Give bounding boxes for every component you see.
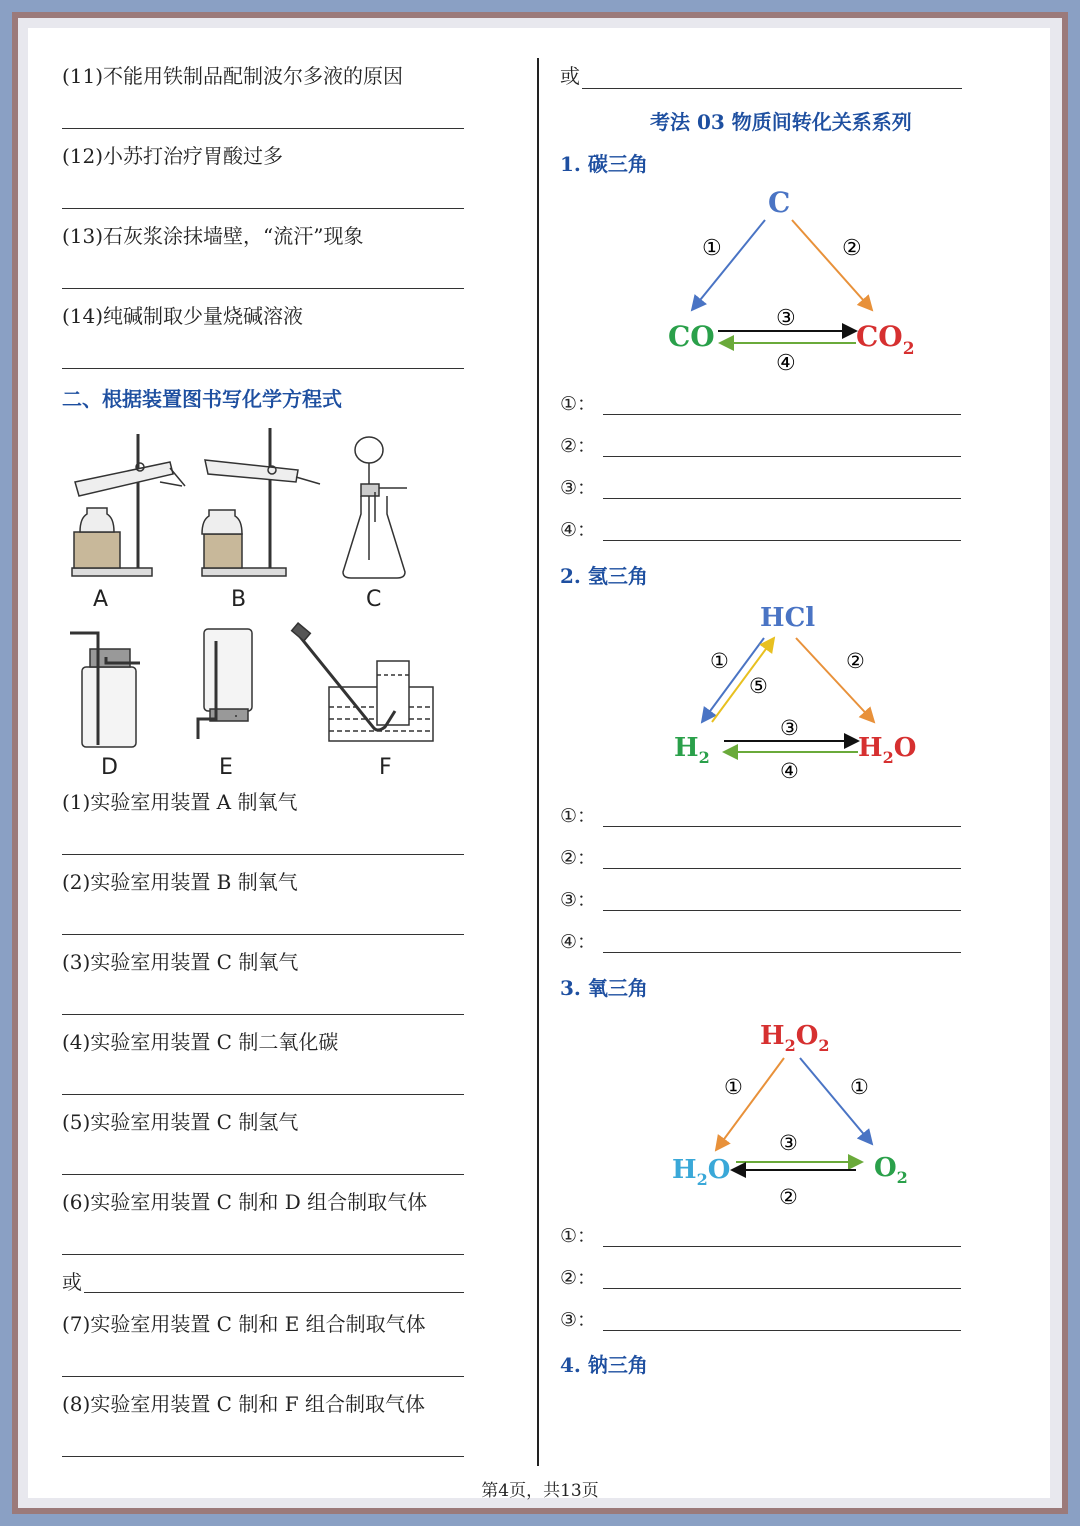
carbon-mark-3: ③ bbox=[776, 306, 796, 331]
section3-title: 考法 03 物质间转化关系系列 bbox=[650, 110, 912, 134]
carbon-mark-1: ① bbox=[702, 236, 722, 261]
hydrogen-line-1[interactable] bbox=[603, 826, 961, 827]
apparatus-c bbox=[343, 437, 407, 578]
carbon-left: CO bbox=[668, 320, 715, 353]
column-divider bbox=[537, 58, 539, 1466]
oxygen-blank-2: ②： bbox=[560, 1267, 597, 1289]
question-7: (7)实验室用装置 C 制和 E 组合制取气体 bbox=[62, 1312, 426, 1336]
oxygen-mark-1b: ① bbox=[850, 1075, 869, 1099]
answer-line-2[interactable] bbox=[62, 934, 464, 935]
apparatus-figure bbox=[60, 422, 460, 792]
apparatus-b bbox=[202, 428, 320, 576]
hydrogen-line-4[interactable] bbox=[603, 952, 961, 953]
oxygen-blank-1: ①： bbox=[560, 1225, 597, 1247]
answer-line-11[interactable] bbox=[62, 128, 464, 129]
hydrogen-title: 2. 氢三角 bbox=[560, 564, 648, 588]
question-13: (13)石灰浆涂抹墙壁，“流汗”现象 bbox=[62, 224, 364, 248]
answer-line-14[interactable] bbox=[62, 368, 464, 369]
oxygen-top: $H_2O_2$ bbox=[760, 1021, 830, 1055]
carbon-blank-4: ④： bbox=[560, 519, 597, 541]
apparatus-e bbox=[198, 629, 252, 739]
carbon-line-4[interactable] bbox=[603, 540, 961, 541]
hydrogen-top: HCl bbox=[760, 603, 816, 633]
oxygen-line-1[interactable] bbox=[603, 1246, 961, 1247]
hydrogen-line-3[interactable] bbox=[603, 910, 961, 911]
hydrogen-mark-5: ⑤ bbox=[749, 674, 768, 698]
oxygen-mark-3: ③ bbox=[779, 1131, 798, 1155]
carbon-blank-1: ①： bbox=[560, 393, 597, 415]
answer-line-continued[interactable] bbox=[582, 88, 962, 89]
hydrogen-blank-3: ③： bbox=[560, 889, 597, 911]
hydrogen-left: $H_2$ bbox=[674, 733, 710, 767]
carbon-title: 1. 碳三角 bbox=[560, 152, 648, 176]
hydrogen-line-2[interactable] bbox=[603, 868, 961, 869]
question-8: (8)实验室用装置 C 制和 F 组合制取气体 bbox=[62, 1392, 425, 1416]
question-6: (6)实验室用装置 C 制和 D 组合制取气体 bbox=[62, 1190, 428, 1214]
hydrogen-mark-4: ④ bbox=[780, 759, 799, 783]
answer-line-6-alt[interactable] bbox=[84, 1292, 464, 1293]
apparatus-f bbox=[292, 623, 433, 741]
label-d: D bbox=[101, 755, 118, 780]
answer-line-12[interactable] bbox=[62, 208, 464, 209]
hydrogen-blank-2: ②： bbox=[560, 847, 597, 869]
answer-line-5[interactable] bbox=[62, 1174, 464, 1175]
carbon-mark-2: ② bbox=[842, 236, 862, 261]
label-b: B bbox=[231, 587, 247, 612]
oxygen-mark-1a: ① bbox=[724, 1075, 743, 1099]
question-11: (11)不能用铁制品配制波尔多液的原因 bbox=[62, 64, 404, 88]
answer-line-3[interactable] bbox=[62, 1014, 464, 1015]
question-5: (5)实验室用装置 C 制氢气 bbox=[62, 1110, 299, 1134]
sodium-title: 4. 钠三角 bbox=[560, 1353, 648, 1377]
label-e: E bbox=[219, 755, 233, 780]
oxygen-left: $H_2O$ bbox=[672, 1155, 731, 1189]
answer-line-4[interactable] bbox=[62, 1094, 464, 1095]
carbon-top: C bbox=[768, 186, 791, 219]
question-1: (1)实验室用装置 A 制氧气 bbox=[62, 790, 298, 814]
carbon-right: $CO_2$ bbox=[856, 320, 915, 359]
page-footer: 第4页，共13页 bbox=[481, 1481, 599, 1501]
oxygen-line-2[interactable] bbox=[603, 1288, 961, 1289]
oxygen-right: $O_2$ bbox=[874, 1153, 908, 1187]
question-4: (4)实验室用装置 C 制二氧化碳 bbox=[62, 1030, 339, 1054]
hydrogen-mark-2: ② bbox=[846, 649, 865, 673]
hydrogen-blank-4: ④： bbox=[560, 931, 597, 953]
hydrogen-blank-1: ①： bbox=[560, 805, 597, 827]
question-2: (2)实验室用装置 B 制氧气 bbox=[62, 870, 298, 894]
oxygen-mark-2: ② bbox=[779, 1185, 798, 1209]
hydrogen-right: $H_2O$ bbox=[858, 733, 917, 767]
section2-title: 二、根据装置图书写化学方程式 bbox=[62, 387, 342, 411]
carbon-blank-3: ③： bbox=[560, 477, 597, 499]
carbon-line-1[interactable] bbox=[603, 414, 961, 415]
hydrogen-triangle bbox=[660, 598, 930, 788]
label-f: F bbox=[379, 755, 392, 780]
carbon-triangle bbox=[660, 180, 930, 380]
hydrogen-mark-3: ③ bbox=[780, 716, 799, 740]
apparatus-a bbox=[72, 434, 185, 576]
oxygen-blank-3: ③： bbox=[560, 1309, 597, 1331]
answer-line-1[interactable] bbox=[62, 854, 464, 855]
oxygen-title: 3. 氧三角 bbox=[560, 976, 648, 1000]
carbon-mark-4: ④ bbox=[776, 351, 796, 376]
question-14: (14)纯碱制取少量烧碱溶液 bbox=[62, 304, 304, 328]
answer-line-7[interactable] bbox=[62, 1376, 464, 1377]
or-label-left: 或 bbox=[62, 1270, 82, 1294]
apparatus-d bbox=[70, 633, 140, 747]
hydrogen-mark-1: ① bbox=[710, 649, 729, 673]
question-3: (3)实验室用装置 C 制氧气 bbox=[62, 950, 299, 974]
answer-line-13[interactable] bbox=[62, 288, 464, 289]
carbon-line-3[interactable] bbox=[603, 498, 961, 499]
carbon-blank-2: ②： bbox=[560, 435, 597, 457]
question-12: (12)小苏打治疗胃酸过多 bbox=[62, 144, 284, 168]
or-label-right: 或 bbox=[560, 64, 580, 88]
answer-line-6[interactable] bbox=[62, 1254, 464, 1255]
label-c: C bbox=[366, 587, 382, 612]
carbon-line-2[interactable] bbox=[603, 456, 961, 457]
label-a: A bbox=[93, 587, 109, 612]
oxygen-triangle bbox=[660, 1014, 930, 1214]
answer-line-8[interactable] bbox=[62, 1456, 464, 1457]
oxygen-line-3[interactable] bbox=[603, 1330, 961, 1331]
